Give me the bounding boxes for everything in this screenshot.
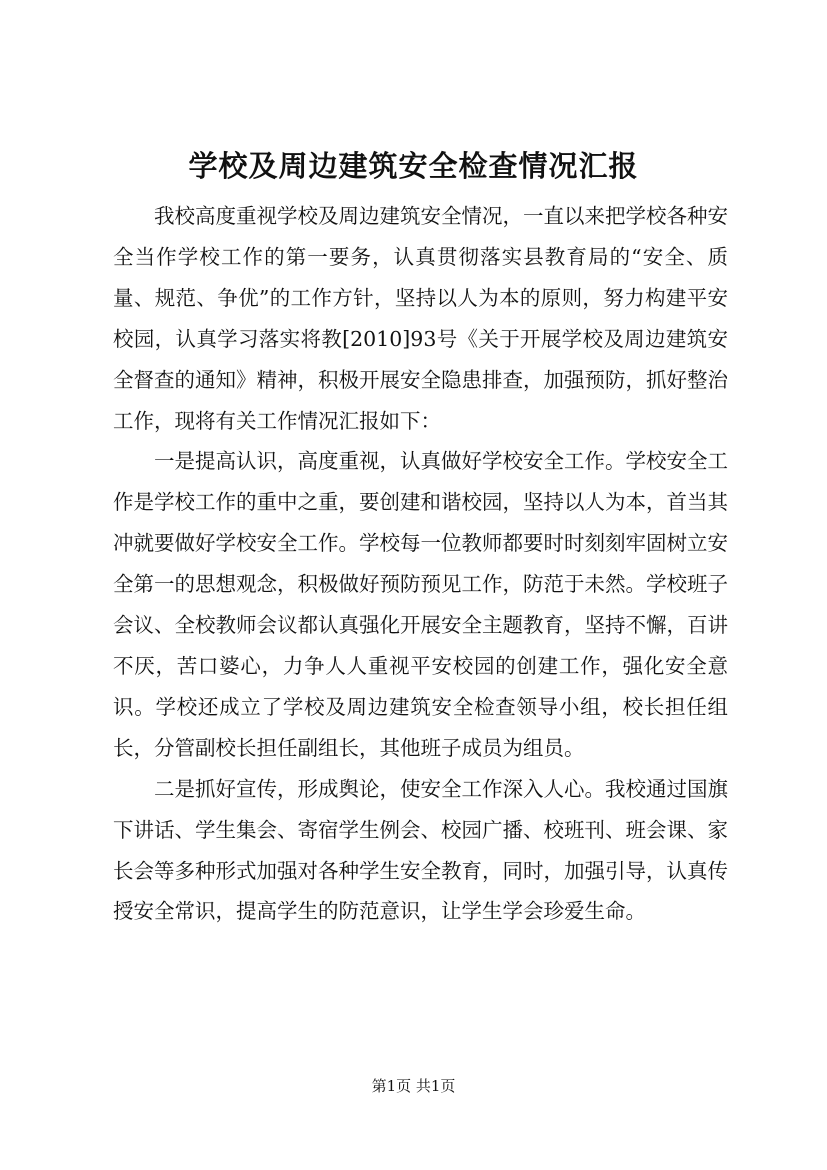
paragraph-awareness: 一是提高认识，高度重视，认真做好学校安全工作。学校安全工作是学校工作的重中之重，要创建和谐校园，坚持以人为本，首当其冲就要做好学校安全工作。学校每一位教师都要时时刻刻牢固树立安全第一的思想观念，积极做好预防预见工作，防范于未然。学校班子会议、全校教师会议都认真强化开展安全主题教育，坚持不懈，百讲不厌，苦口婆心，力争人人重视平安校园的创建工作，强化安全意识。学校还成立了学校及周边建筑安全检查领导小组，校长担任组长，分管副校长担任副组长，其他班子成员为组员。	[113, 449, 728, 760]
document-body	[113, 196, 728, 932]
document-title: 学校及周边建筑安全检查情况汇报	[188, 149, 639, 183]
paragraph-publicity: 二是抓好宣传，形成舆论，使安全工作深入人心。我校通过国旗下讲话、学生集会、寄宿学生例会、校园广播、校班刊、班会课、家长会等多种形式加强对各种学生安全教育，同时，加强引导，认真传授安全常识，提高学生的防范意识，让学生学会珍爱生命。	[113, 776, 728, 924]
paragraph-intro: 我校高度重视学校及周边建筑安全情况，一直以来把学校各种安全当作学校工作的第一要务，认真贯彻落实县教育局的“安全、质量、规范、争优”的工作方针，坚持以人为本的原则，努力构建平安校园，认真学习落实将教[2010]93号《关于开展学校及周边建筑安全督查的通知》精神，积极开展安全隐患排查，加强预防，抓好整治工作，现将有关工作情况汇报如下：	[113, 204, 728, 433]
page-footer: 第1页 共1页	[371, 1077, 456, 1095]
